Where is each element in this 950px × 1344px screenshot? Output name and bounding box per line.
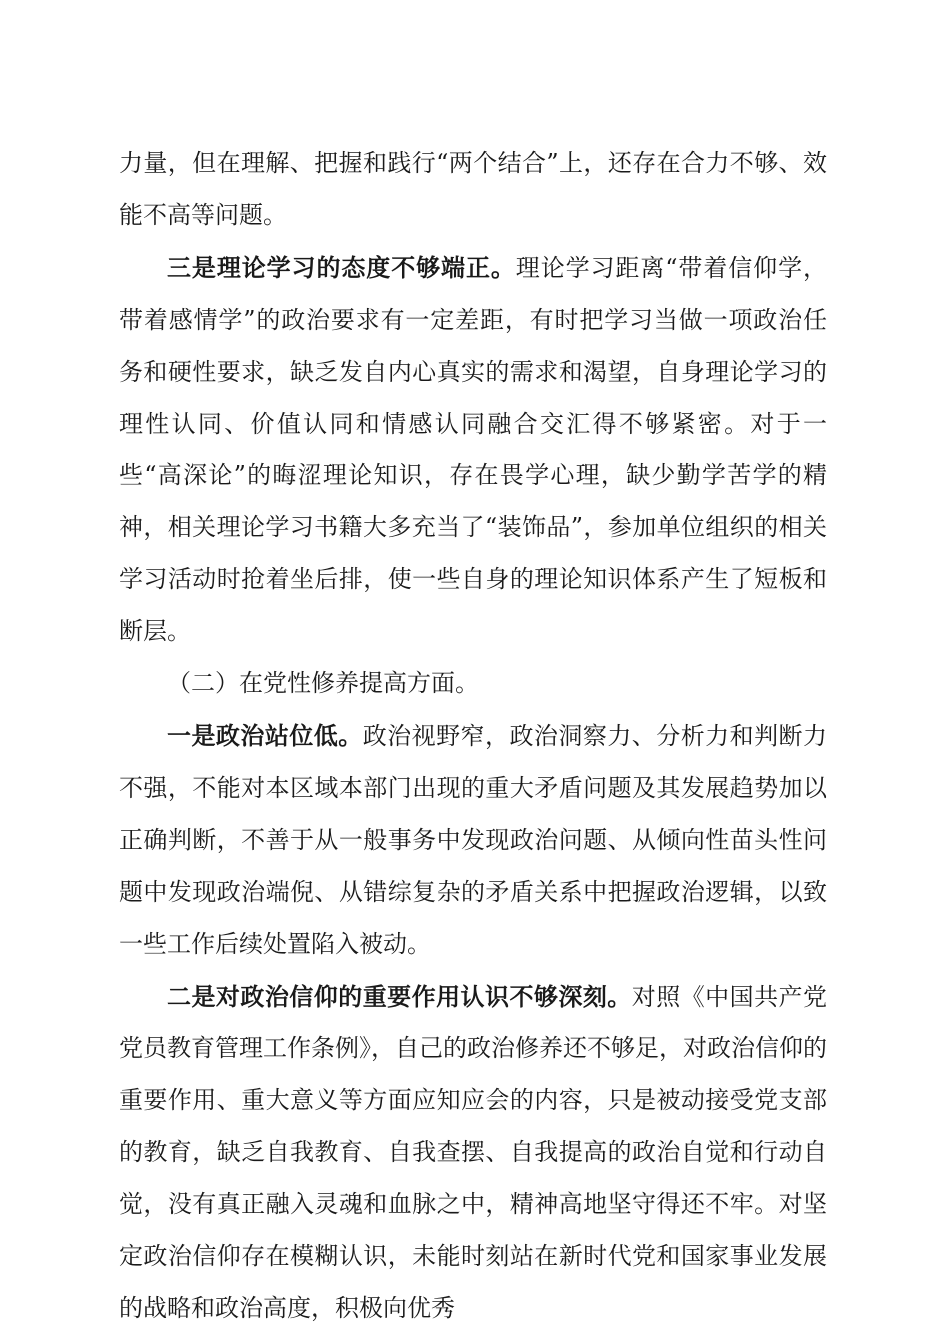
document-body: [119, 138, 827, 1335]
paragraph-continuation: [119, 138, 827, 242]
section-heading-text: （二）在党性修养提高方面。: [167, 669, 479, 698]
paragraph-text: 理论学习距离“带着信仰学，带着感情学”的政治要求有一定差距，有时把学习当做一项政治任务和硬性要求，缺乏发自内心真实的需求和渴望，自身理论学习的理性认同、价值认同和情感认同融合交汇得不够紧密。对于一些“高深论”的晦涩理论知识，存在畏学心理，缺少勤学苦学的精神，相关理论学习书籍大多充当了“装饰品”，参加单位组织的相关学习活动时抢着坐后排，使一些自身的理论知识体系产生了短板和断层。: [119, 253, 827, 646]
paragraph-political-standing: [119, 710, 827, 971]
paragraph-text: 力量，但在理解、把握和践行“两个结合”上，还存在合力不够、效能不高等问题。: [119, 149, 827, 229]
paragraph-text: 政治视野窄，政治洞察力、分析力和判断力不强，不能对本区域本部门出现的重大矛盾问题及其发展趋势加以正确判断，不善于从一般事务中发现政治问题、从倾向性苗头性问题中发现政治端倪、从错综复杂的矛盾关系中把握政治逻辑，以致一些工作后续处置陷入被动。: [119, 721, 828, 958]
paragraph-lead: 三是理论学习的态度不够端正。: [167, 252, 516, 282]
section-heading: [119, 658, 827, 710]
paragraph-lead: 二是对政治信仰的重要作用认识不够深刻。: [167, 981, 632, 1011]
paragraph-political-belief: [119, 971, 827, 1335]
paragraph-lead: 一是政治站位低。: [167, 720, 363, 750]
paragraph-text: 对照《中国共产党党员教育管理工作条例》，自己的政治修养还不够足，对政治信仰的重要作用、重大意义等方面应知应会的内容，只是被动接受党支部的教育，缺乏自我教育、自我查摆、自我提高的政治自觉和行动自觉，没有真正融入灵魂和血脉之中，精神高地坚守得还不牢。对坚定政治信仰存在模糊认识，未能时刻站在新时代党和国家事业发展的战略和政治高度，积极向优秀: [119, 982, 828, 1322]
paragraph-theory-attitude: [119, 242, 827, 658]
